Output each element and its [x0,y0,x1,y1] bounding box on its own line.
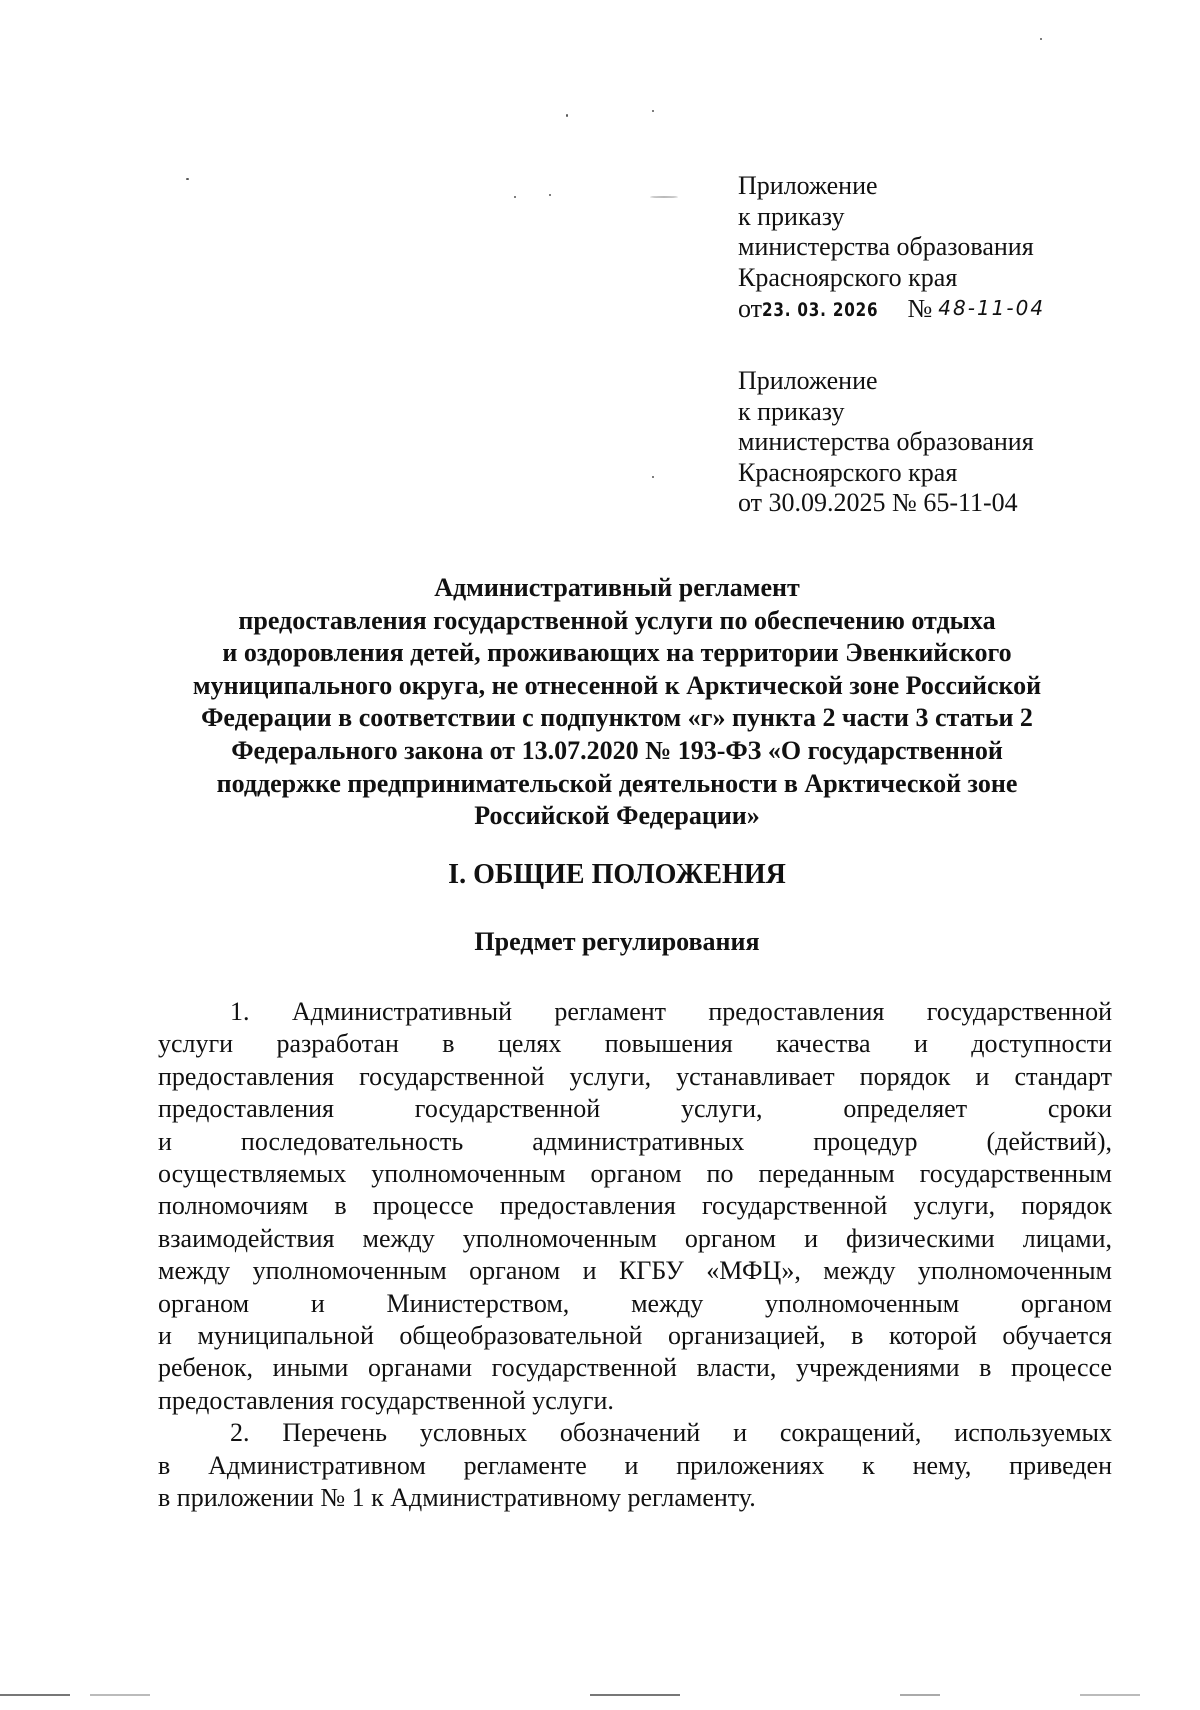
scan-edge-noise [0,1694,70,1696]
approval-block-original [738,366,1158,519]
paragraph-line: осуществляемых уполномоченным органом по переданным государственным [158,1159,1112,1189]
section-subheading: Предмет регулирования [474,927,760,956]
scan-speck [1040,38,1042,40]
scan-edge-noise [90,1694,150,1696]
scan-speck [652,476,654,478]
title-line: Федерального закона от 13.07.2020 № 193-ФЗ «О государственной [231,735,1003,765]
paragraph-1 [158,996,1112,1417]
paragraph-line: предоставления государственной услуги, определяет сроки [158,1094,1112,1124]
paragraph-2 [158,1417,1112,1514]
handwritten-order-number: 48-11-04 [938,296,1046,320]
approval-line: Красноярского края [738,457,958,487]
date-prefix: от [738,294,763,323]
scan-speck [186,178,189,180]
paragraph-line: услуги разработан в целях повышения качества и доступности [158,1029,1112,1059]
scan-edge-noise [590,1694,680,1696]
approval-line: министерства образования [738,427,1034,456]
approval-line: Красноярского края [738,262,958,292]
paragraph-line: в приложении № 1 к Административному регламенту. [158,1483,756,1513]
scan-speck [650,196,678,198]
paragraph-line: полномочиям в процессе предоставления государственной услуги, порядок [158,1191,1112,1221]
scan-edge-noise [900,1694,940,1696]
document-title [150,572,1084,833]
paragraph-line: и муниципальной общеобразовательной организацией, в которой обучается [158,1321,1112,1351]
title-line: муниципального округа, не отнесенной к Арктической зоне Российской [192,670,1042,700]
paragraph-line: предоставления государственной услуги. [158,1385,614,1415]
paragraph-line: ребенок, иными органами государственной власти, учреждениями в процессе [158,1353,1112,1383]
approval-block-current [738,171,1158,326]
approval-line: министерства образования [738,232,1034,261]
paragraph-line: 1. Административный регламент предоставления государственной [230,997,1112,1026]
title-line: Российской Федерации» [474,801,760,831]
scan-speck [514,196,516,198]
title-line: Административный регламент [434,573,800,602]
approval-line: Приложение [738,171,878,200]
title-line: и оздоровления детей, проживающих на территории Эвенкийского [222,638,1012,668]
approval-line: от 30.09.2025 № 65-11-04 [738,488,1018,517]
section-heading: I. ОБЩИЕ ПОЛОЖЕНИЯ [448,859,786,890]
title-line: Федерации в соответствии с подпунктом «г» пункта 2 части 3 статьи 2 [201,703,1033,733]
paragraph-line: в Административном регламенте и приложениях к нему, приведен [158,1450,1112,1480]
paragraph-line: и последовательность административных процедур (действий), [158,1126,1112,1156]
paragraph-line: предоставления государственной услуги, устанавливает порядок и стандарт [158,1061,1112,1091]
title-line: предоставления государственной услуги по обеспечению отдыха [238,605,996,635]
title-line: поддержке предпринимательской деятельности в Арктической зоне [216,768,1018,798]
paragraph-line: между уполномоченным органом и КГБУ «МФЦ», между уполномоченным [158,1256,1112,1286]
approval-line: к приказу [738,396,845,426]
document-body [158,996,1112,1515]
scan-speck [549,194,551,196]
scan-speck [652,110,654,112]
scan-speck [566,114,568,117]
approval-line: к приказу [738,201,845,231]
approval-date-line [738,293,1158,326]
scan-edge-noise [1080,1694,1140,1696]
approval-line: Приложение [738,366,878,395]
number-sign: № [907,294,933,323]
paragraph-line: взаимодействия между уполномоченным органом и физическими лицами, [158,1223,1112,1253]
date-stamp: 23. 03. 2026 [762,299,879,321]
paragraph-line: органом и Министерством, между уполномоченным органом [158,1288,1112,1318]
paragraph-line: 2. Перечень условных обозначений и сокращений, используемых [230,1418,1112,1448]
